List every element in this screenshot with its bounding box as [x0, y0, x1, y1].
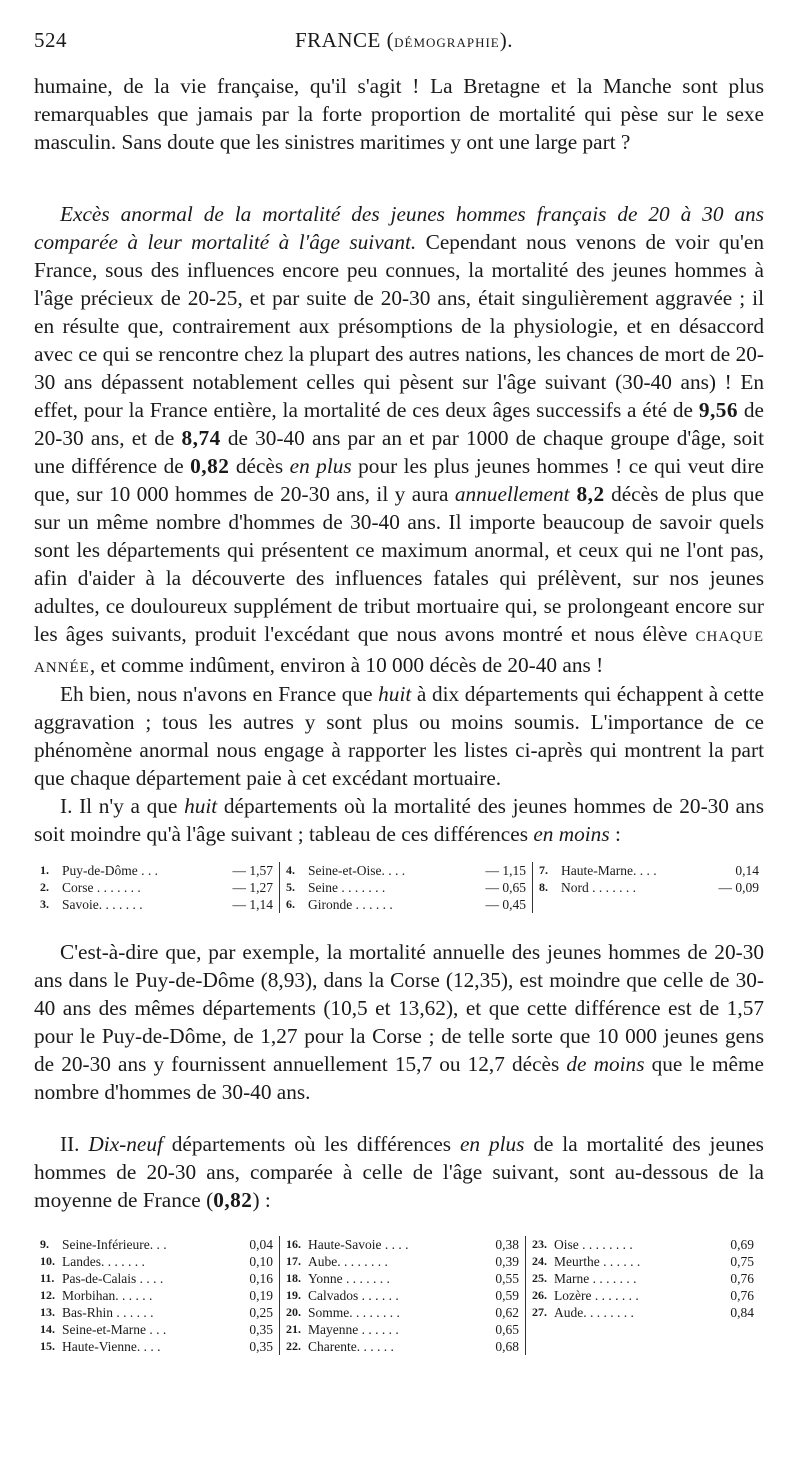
table-row: 21. Mayenne . . . . . . 0,65 [286, 1322, 519, 1337]
table-row: 11. Pas-de-Calais . . . . 0,16 [40, 1271, 273, 1286]
table-column [280, 862, 533, 913]
table-row: 10. Landes. . . . . . . 0,10 [40, 1254, 273, 1269]
table-row: 25. Marne . . . . . . . 0,76 [532, 1271, 754, 1286]
table-row: 16. Haute-Savoie . . . . 0,38 [286, 1237, 519, 1252]
table-row: 18. Yonne . . . . . . . 0,55 [286, 1271, 519, 1286]
paragraph-6: II. Dix-neuf départements où les différences en plus de la mortalité des jeunes hommes de 20-30 ans, comparée à celle de l'âge suivant, sont au-dessous de la moyenne de France (0,82) : [34, 1132, 764, 1212]
table-row: 20. Somme. . . . . . . . 0,62 [286, 1305, 519, 1320]
running-title: FRANCE (DÉMOGRAPHIE). [295, 28, 513, 52]
table-row: 2. Corse . . . . . . . — 1,27 [40, 880, 273, 895]
table-row: 8. Nord . . . . . . . — 0,09 [539, 880, 759, 895]
table-en-moins [34, 862, 770, 913]
table-column [34, 1236, 280, 1355]
table-row: 1. Puy-de-Dôme . . . — 1,57 [40, 863, 273, 878]
page-header [34, 28, 774, 58]
table-row: 9. Seine-Inférieure. . . 0,04 [40, 1237, 273, 1252]
paragraph-5: C'est-à-dire que, par exemple, la mortalité annuelle des jeunes hommes de 20-30 ans dans le Puy-de-Dôme (8,93), dans la Corse (12,35), est moindre que celle de 30-40 ans des mêmes départements (10,5 et 13,62), et que cette différence est de 1,57 pour le Puy-de-Dôme, de 1,27 pour la Corse ; de telle sorte que 10 000 jeunes gens de 20-30 ans y fournissent annuellement 15,7 ou 12,7 décès de moins que le même nombre d'hommes de 30-40 ans. [34, 940, 764, 1104]
paragraph-1: humaine, de la vie française, qu'il s'agit ! La Bretagne et la Manche sont plus remarquables que jamais par la forte proportion de mortalité qui pèse sur le sexe masculin. Sans doute que les sinistres maritimes y ont une large part ? [34, 74, 764, 154]
table-row: 6. Gironde . . . . . . — 0,45 [286, 897, 526, 912]
table-row: 22. Charente. . . . . . 0,68 [286, 1339, 519, 1354]
table-row: 19. Calvados . . . . . . 0,59 [286, 1288, 519, 1303]
table-row: 17. Aube. . . . . . . . 0,39 [286, 1254, 519, 1269]
paragraph-2: Excès anormal de la mortalité des jeunes hommes français de 20 à 30 ans comparée à leur mortalité à l'âge suivant. Cependant nous venons de voir qu'en France, sous des influences encore peu connues, la mortalité des jeunes hommes à l'âge précieux de 20-25, et par suite de 20-30 ans, était singulièrement aggravée ; il en résulte que, contrairement aux présomptions de la physiologie, et en désaccord avec ce qui se rencontre chez la plupart des autres nations, les chances de mort de 20-30 ans dépassent notablement celles qui pèsent sur l'âge suivant (30-40 ans) ! En effet, pour la France entière, la mortalité de ces deux âges successifs a été de 9,56 de 20-30 ans, et de 8,74 de 30-40 ans par an et par 1000 de chaque groupe d'âge, soit une différence de 0,82 décès en plus pour les plus jeunes hommes ! ce qui veut dire que, sur 10 000 hommes de 20-30 ans, il y aura annuellement 8,2 décès de plus que sur un même nombre d'hommes de 30-40 ans. Il importe beaucoup de savoir quels sont les départements qui présentent ce maximum anormal, et ceux qui ne l'ont pas, afin d'aider à la découverte des influences fatales qui prélèvent, sur nos jeunes adultes, ce douloureux supplément de tribut mortuaire qui, se prolongeant encore sur les âges suivants, produit l'excédant que nous avons montré et nous élève CHAQUE ANNÉE, et comme indûment, environ à 10 000 décès de 20-40 ans ! [34, 202, 764, 677]
table-row: 26. Lozère . . . . . . . 0,76 [532, 1288, 754, 1303]
table-row: 14. Seine-et-Marne . . . 0,35 [40, 1322, 273, 1337]
table-row: 13. Bas-Rhin . . . . . . 0,25 [40, 1305, 273, 1320]
section-title: Excès anormal de la mortalité des jeunes hommes français de 20 à 30 ans comparée à leur mortalité à l'âge suivant. [34, 202, 764, 254]
table-row: 12. Morbihan. . . . . . 0,19 [40, 1288, 273, 1303]
table-row: 3. Savoie. . . . . . . — 1,14 [40, 897, 273, 912]
table-column [280, 1236, 526, 1355]
table-row: 4. Seine-et-Oise. . . . — 1,15 [286, 863, 526, 878]
table-row: 7. Haute-Marne. . . . 0,14 [539, 863, 759, 878]
table-row: 5. Seine . . . . . . . — 0,65 [286, 880, 526, 895]
table-row: 15. Haute-Vienne. . . . 0,35 [40, 1339, 273, 1354]
table-row: 27. Aude. . . . . . . . 0,84 [532, 1305, 754, 1320]
table-column [526, 1236, 760, 1355]
paragraph-4: I. Il n'y a que huit départements où la mortalité des jeunes hommes de 20-30 ans soit moindre qu'à l'âge suivant ; tableau de ces différences en moins : [34, 794, 764, 846]
page-number: 524 [34, 28, 67, 52]
table-en-plus [34, 1236, 770, 1355]
table-column [533, 862, 765, 913]
table-row: 24. Meurthe . . . . . . 0,75 [532, 1254, 754, 1269]
table-column [34, 862, 280, 913]
table-row: 23. Oise . . . . . . . . 0,69 [532, 1237, 754, 1252]
paragraph-3: Eh bien, nous n'avons en France que huit à dix départements qui échappent à cette aggravation ; tous les autres y sont plus ou moins soumis. L'importance de ce phénomène anormal nous engage à rapporter les listes ci-après qui montrent la part que chaque département paie à cet excédant mortuaire. [34, 682, 764, 790]
